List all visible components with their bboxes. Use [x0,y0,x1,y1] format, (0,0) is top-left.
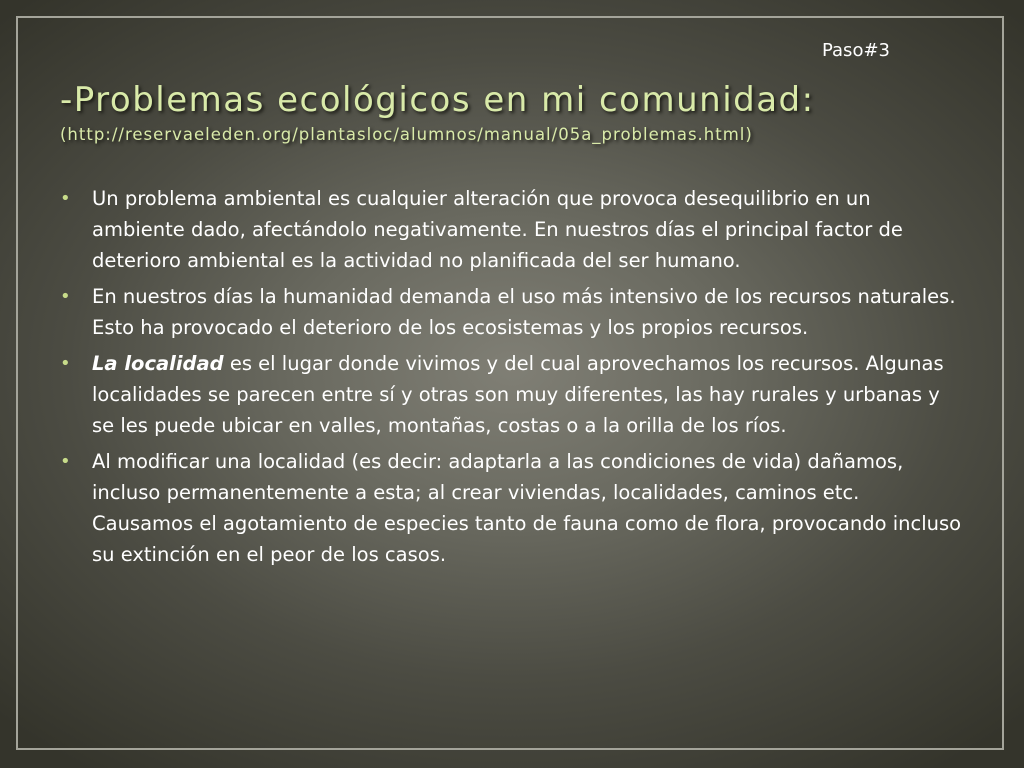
bullet-list [60,183,965,575]
slide-number: Paso#3 [821,40,890,61]
bullet-text: En nuestros días la humanidad demanda el uso más intensivo de los recursos naturales. Esto ha provocado el deterioro de los ecosistemas y los propios recursos. [92,285,956,339]
bullet-emphasis: La localidad [92,352,224,375]
bullet-item [60,281,965,343]
bullet-icon: • [60,353,71,374]
bullet-text: es el lugar donde vivimos y del cual aprovechamos los recursos. Algunas localidades se parecen entre sí y otras son muy diferentes, las hay rurales y urbanas y se les puede ubicar en valles, montañas, costas o a la orilla de los ríos. [92,352,944,437]
slide-title-main: -Problemas ecológicos en mi comunidad: [60,80,815,120]
bullet-icon: • [60,451,71,472]
bullet-text: Un problema ambiental es cualquier alteración que provoca desequilibrio en un ambiente dado, afectándolo negativamente. En nuestros días el principal factor de deterioro ambiental es la actividad no planificada del ser humano. [92,187,903,272]
bullet-item [60,348,965,441]
bullet-text: Al modificar una localidad (es decir: adaptarla a las condiciones de vida) dañamos, incluso permanentemente a esta; al crear viviendas, localidades, caminos etc. Causamos el agotamiento de especies tanto de fauna como de flora, provocando incluso su extinción en el peor de los casos. [92,450,962,566]
slide-title [60,80,960,146]
bullet-icon: • [60,188,71,209]
bullet-icon: • [60,286,71,307]
bullet-item [60,183,965,276]
slide-title-url: (http://reservaeleden.org/plantasloc/alumnos/manual/05a_problemas.html) [60,125,753,144]
bullet-item [60,446,965,570]
